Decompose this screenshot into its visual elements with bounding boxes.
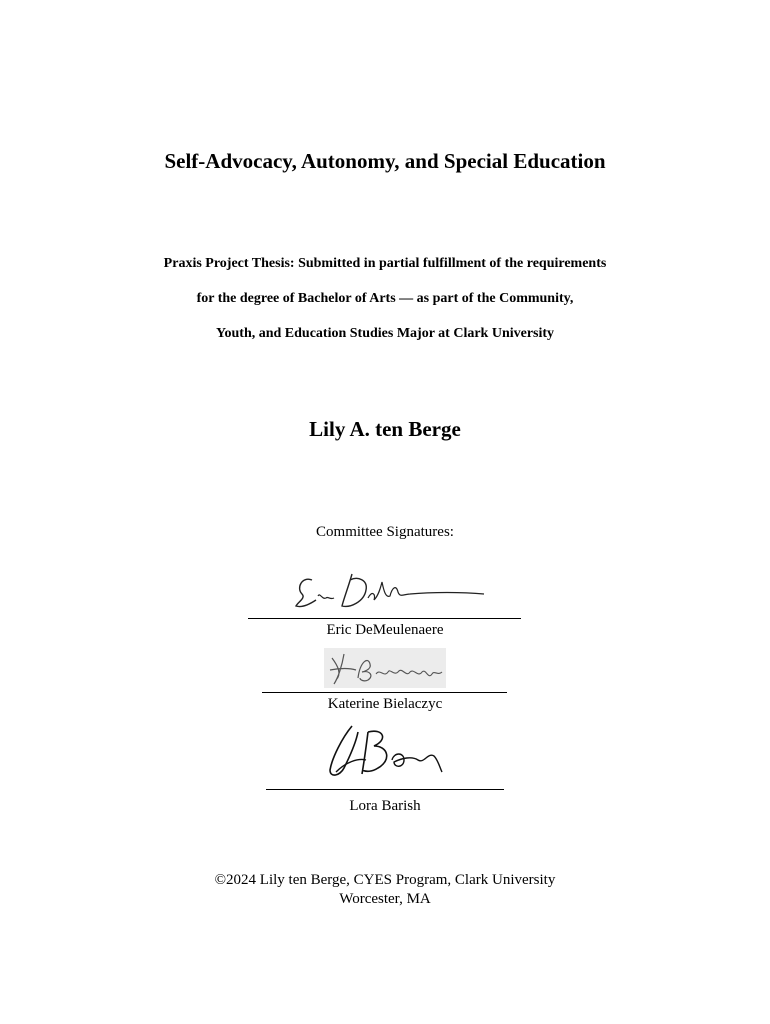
location-line: Worcester, MA: [339, 891, 431, 907]
signature-1-image: [292, 568, 492, 612]
signature-2-image: [324, 648, 446, 688]
subtitle-line-1: Praxis Project Thesis: Submitted in partial fulfillment of the requirements: [163, 256, 607, 271]
signatory-name-3: Lora Barish: [349, 798, 421, 814]
document-title: Self-Advocacy, Autonomy, and Special Education: [164, 149, 606, 173]
signatory-name-1: Eric DeMeulenaere: [326, 622, 444, 638]
signature-line-2: [262, 692, 507, 693]
signature-3-image: [322, 722, 446, 780]
author-name: Lily A. ten Berge: [309, 417, 461, 441]
signatory-name-2: Katerine Bielaczyc: [327, 696, 443, 712]
subtitle-line-3: Youth, and Education Studies Major at Clark University: [215, 326, 555, 341]
committee-label: Committee Signatures:: [316, 524, 454, 540]
signature-line-3: [266, 789, 504, 790]
subtitle-line-2: for the degree of Bachelor of Arts — as part of the Community,: [196, 291, 574, 306]
signature-line-1: [248, 618, 521, 619]
copyright-line: ©2024 Lily ten Berge, CYES Program, Clark University: [214, 872, 556, 888]
